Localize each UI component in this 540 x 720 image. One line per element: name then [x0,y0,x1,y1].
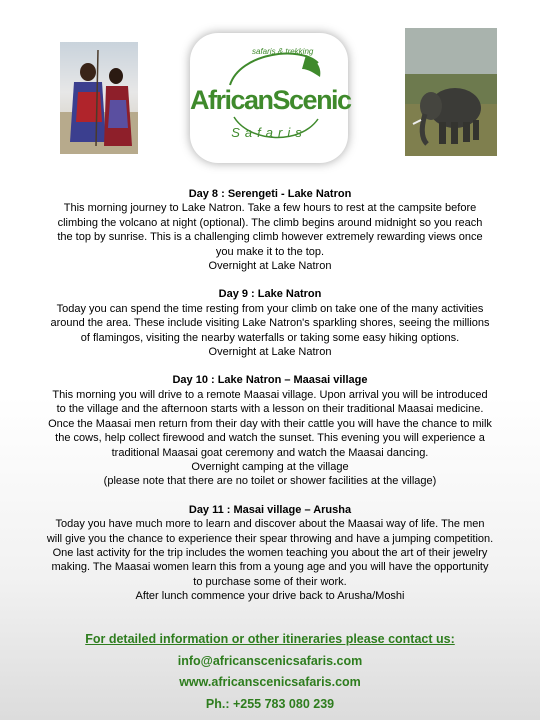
logo-safaris-text: Safaris [231,125,307,140]
day-9-section [14,287,526,359]
logo-tagline: safaris & trekking [252,47,314,56]
day-8-text: This morning journey to Lake Natron. Take a few hours to rest at the campsite before climbing the volcano at night (optional). The climb begins around midnight so you reach the top by sunrise. This is a challenging climb however extremely rewarding views once you make it to the top. [57,202,483,258]
day-10-text: This morning you will drive to a remote Maasai village. Upon arrival you will be introduced to the village and the afternoon starts with a lesson on their traditional Maasai medicine. Once the Maasai men return from their day with their cattle you will have the chance to milk the cows, help collect firewood and watch the sunset. This evening you will experience a traditional Maasai goat ceremony and watch the Maasai dancing. [48,388,492,459]
maasai-illustration [60,42,138,154]
day-8-section [14,187,526,273]
itinerary [14,187,526,618]
day-9-note: Overnight at Lake Natron [208,346,332,359]
day-9-title: Day 9 : Lake Natron [218,288,322,301]
elephant-illustration [405,28,497,156]
day-8-note: Overnight at Lake Natron [208,260,332,273]
company-logo [190,33,351,163]
day-10-section [14,373,526,488]
maasai-photo [60,42,138,154]
logo-brand-text: AfricanScenic [190,85,351,115]
header [0,0,540,180]
contact-website-link[interactable]: www.africanscenicsafaris.com [179,675,361,689]
elephant-photo [405,28,497,156]
day-9-text: Today you can spend the time resting from your climb on take one of the many activities around the area. These include visiting Lake Natron's sparkling shores, seeing the millions of flamingos, visiting the nearby waterfalls or taking some easy hiking options. [50,302,490,344]
day-10-title: Day 10 : Lake Natron – Maasai village [172,374,368,387]
contact-headline-link[interactable]: For detailed information or other itineraries please contact us: [85,632,455,646]
day-8-title: Day 8 : Serengeti - Lake Natron [188,188,352,200]
day-11-note: After lunch commence your drive back to Arusha/Moshi [135,590,405,603]
day-11-text: Today you have much more to learn and discover about the Maasai way of life. The men will give you the chance to experience their spear throwing and have a jumping competition. One last activity for the trip includes the women teaching you about the art of their jewelry making. The Maasai women learn this from a young age and you will have the opportunity to purchase some of their work. [46,518,494,588]
contact-phone: Ph.: +255 783 080 239 [205,696,335,711]
day-11-title: Day 11 : Masai village – Arusha [188,503,352,516]
day-11-section [14,503,526,604]
day-10-note: Overnight camping at the village (please note that there are no toilet or shower facilities at the village) [103,460,437,488]
contact-footer [0,629,540,715]
contact-email-link[interactable]: info@africanscenicsafaris.com [177,653,363,668]
